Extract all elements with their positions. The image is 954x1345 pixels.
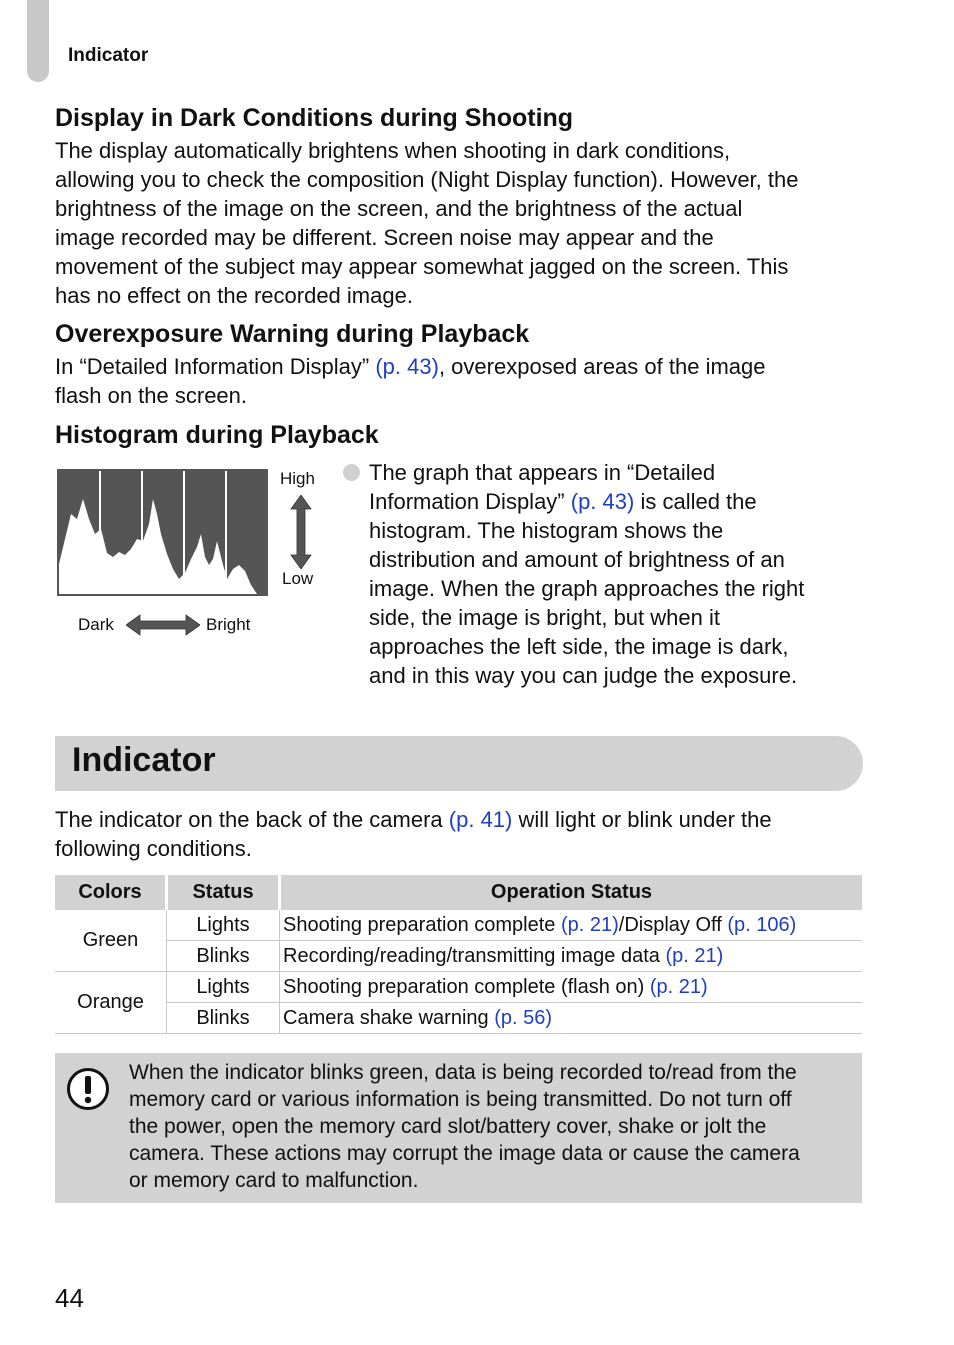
body-text: following conditions. bbox=[55, 836, 252, 861]
body-text: The indicator on the back of the camera bbox=[55, 807, 449, 832]
histogram-description bbox=[369, 458, 869, 690]
cell-text: /Display Off bbox=[618, 913, 728, 936]
table-row bbox=[55, 972, 862, 1003]
body-line: brightness of the image on the screen, and the brightness of the actual bbox=[55, 196, 743, 221]
column-header-status: Status bbox=[167, 875, 280, 910]
histogram-graphic bbox=[57, 469, 269, 597]
body-line: image recorded may be different. Screen noise may appear and the bbox=[55, 225, 714, 250]
cell-status: Lights bbox=[167, 910, 280, 941]
section-title-overexposure: Overexposure Warning during Playback bbox=[55, 320, 530, 348]
body-line: side, the image is bright, but when it bbox=[369, 605, 720, 630]
body-text: , overexposed areas of the image bbox=[438, 354, 766, 379]
cell-text: Camera shake warning bbox=[283, 1006, 495, 1029]
body-text: flash on the screen. bbox=[55, 383, 248, 408]
body-line: approaches the left side, the image is dark, bbox=[369, 634, 789, 659]
cell-operation bbox=[280, 941, 863, 972]
section-title-dark: Display in Dark Conditions during Shooting bbox=[55, 104, 574, 132]
indicator-intro bbox=[55, 805, 875, 863]
cell-status: Lights bbox=[167, 972, 280, 1003]
body-line: The graph that appears in “Detailed bbox=[369, 460, 716, 485]
body-line bbox=[369, 487, 869, 516]
page-ref-link[interactable]: (p. 43) bbox=[570, 489, 635, 514]
cell-color: Orange bbox=[55, 972, 167, 1034]
page-ref-link[interactable]: (p. 43) bbox=[375, 354, 439, 379]
caution-line: the power, open the memory card slot/battery cover, shake or jolt the bbox=[129, 1115, 767, 1138]
cell-text: Shooting preparation complete bbox=[283, 913, 561, 936]
body-line: and in this way you can judge the exposure. bbox=[369, 663, 798, 688]
table-row bbox=[55, 941, 862, 972]
cell-operation bbox=[280, 972, 863, 1003]
caution-line: camera. These actions may corrupt the image data or cause the camera bbox=[129, 1142, 800, 1165]
header-tab-bar bbox=[27, 0, 49, 82]
histogram-label-high: High bbox=[280, 469, 315, 488]
section-overexposure bbox=[55, 320, 875, 410]
cell-color: Green bbox=[55, 910, 167, 972]
indicator-title: Indicator bbox=[72, 741, 216, 779]
page-ref-link[interactable]: (p. 106) bbox=[727, 913, 797, 936]
body-line: histogram. The histogram shows the bbox=[369, 518, 724, 543]
cell-text: Shooting preparation complete (flash on) bbox=[283, 975, 650, 998]
page-number: 44 bbox=[55, 1283, 84, 1313]
caution-line: memory card or various information is being transmitted. Do not turn off bbox=[129, 1088, 792, 1111]
table-row bbox=[55, 1003, 862, 1034]
body-line: has no effect on the recorded image. bbox=[55, 283, 413, 308]
cell-operation bbox=[280, 1003, 863, 1034]
horizontal-double-arrow-icon bbox=[126, 614, 200, 636]
table-row bbox=[55, 910, 862, 941]
cell-status: Blinks bbox=[167, 1003, 280, 1034]
section-body-overexposure bbox=[55, 352, 875, 410]
body-line: movement of the subject may appear somewhat jagged on the screen. This bbox=[55, 254, 789, 279]
body-text: will light or blink under the bbox=[512, 807, 772, 832]
histogram-label-dark: Dark bbox=[78, 615, 114, 634]
histogram-label-bright: Bright bbox=[206, 615, 251, 634]
histogram-label-low: Low bbox=[282, 569, 314, 588]
cell-text: Recording/reading/transmitting image data bbox=[283, 944, 666, 967]
page-ref-link[interactable]: (p. 21) bbox=[665, 944, 724, 967]
section-body-dark bbox=[55, 136, 875, 310]
body-text: In “Detailed Information Display” bbox=[55, 354, 376, 379]
page-ref-link[interactable]: (p. 56) bbox=[494, 1006, 553, 1029]
section-dark-conditions bbox=[55, 104, 875, 310]
cell-operation bbox=[280, 910, 863, 941]
page-ref-link[interactable]: (p. 21) bbox=[649, 975, 708, 998]
table-header-row bbox=[55, 875, 862, 910]
body-text: is called the bbox=[634, 489, 757, 514]
caution-exclamation-icon bbox=[66, 1067, 110, 1111]
body-line: The display automatically brightens when shooting in dark conditions, bbox=[55, 138, 731, 163]
vertical-double-arrow-icon bbox=[290, 495, 312, 569]
column-header-colors: Colors bbox=[55, 875, 167, 910]
caution-line: When the indicator blinks green, data is being recorded to/read from the bbox=[129, 1061, 797, 1084]
column-header-operation: Operation Status bbox=[280, 875, 863, 910]
caution-text bbox=[129, 1059, 849, 1194]
body-text: Information Display” bbox=[369, 489, 571, 514]
body-line: distribution and amount of brightness of an bbox=[369, 547, 785, 572]
section-title-histogram: Histogram during Playback bbox=[55, 421, 379, 449]
page-ref-link[interactable]: (p. 41) bbox=[448, 807, 513, 832]
bullet-icon bbox=[343, 464, 360, 481]
indicator-table bbox=[55, 875, 862, 1034]
caution-line: or memory card to malfunction. bbox=[129, 1169, 419, 1192]
running-header: Indicator bbox=[68, 45, 149, 66]
body-line: image. When the graph approaches the right bbox=[369, 576, 805, 601]
body-line: allowing you to check the composition (Night Display function). However, the bbox=[55, 167, 799, 192]
page-ref-link[interactable]: (p. 21) bbox=[560, 913, 619, 936]
cell-status: Blinks bbox=[167, 941, 280, 972]
